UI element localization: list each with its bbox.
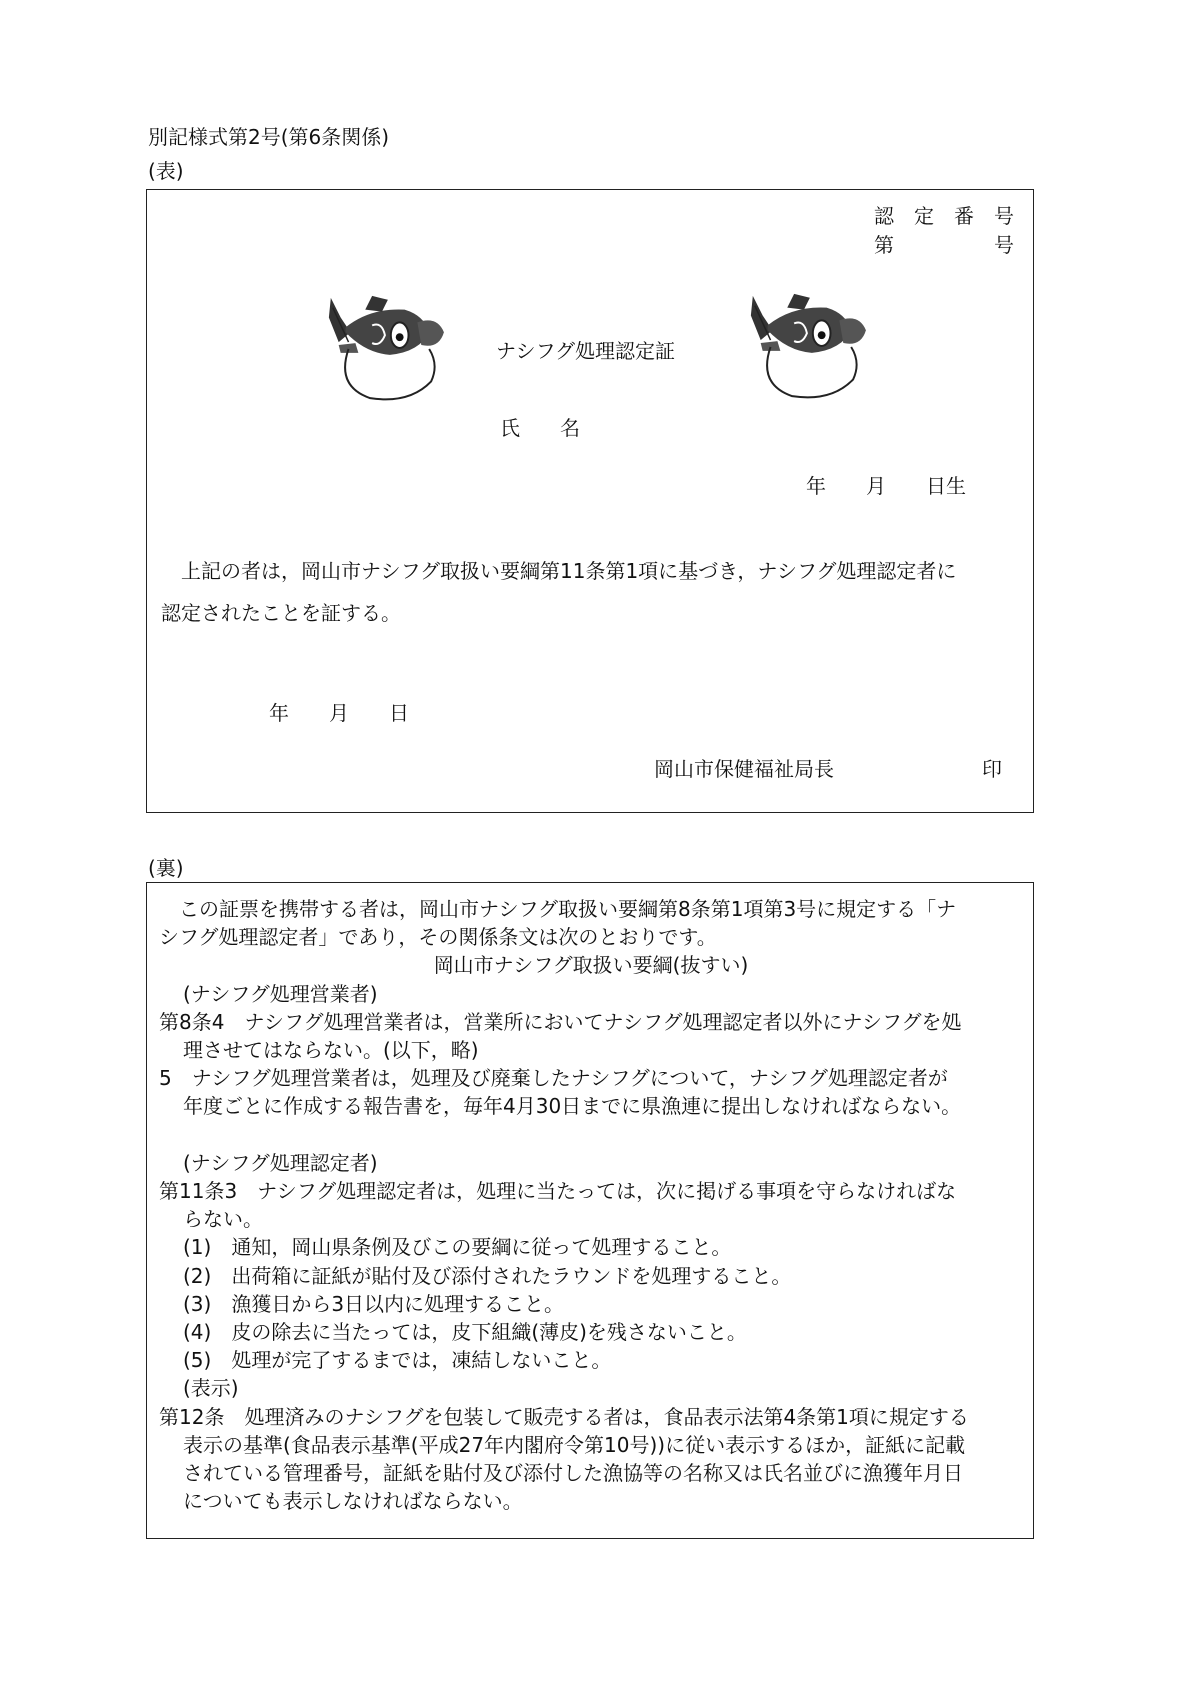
certificate-front	[146, 189, 1034, 813]
certificate-back	[146, 882, 1034, 1539]
list-item: (2) 出荷箱に証紙が貼付及び添付されたラウンドを処理すること。	[183, 1263, 792, 1288]
list-item: (3) 漁獲日から3日以内に処理すること。	[183, 1291, 565, 1316]
seal-mark: 印	[982, 757, 1002, 781]
cert-number-value: 第 号	[874, 233, 1014, 257]
statement-line-2: 認定されたことを証する。	[161, 601, 401, 625]
form-label: 別記様式第2号(第6条関係)	[148, 125, 390, 149]
text-line: 5 ナシフグ処理営業者は，処理及び廃棄したナシフグについて，ナシフグ処理認定者が	[159, 1066, 948, 1091]
section-heading: (表示)	[183, 1376, 239, 1401]
cert-number-label: 認 定 番 号	[874, 204, 1014, 228]
name-label: 氏 名	[500, 416, 580, 440]
section-heading: (ナシフグ処理営業者)	[183, 981, 378, 1006]
issue-date: 年 月 日	[269, 701, 409, 725]
pufferfish-left-icon	[311, 288, 449, 406]
text-line: 理させてはならない。(以下，略)	[183, 1038, 479, 1063]
certificate-title: ナシフグ処理認定証	[496, 339, 675, 363]
text-line: 第8条4 ナシフグ処理営業者は，営業所においてナシフグ処理認定者以外にナシフグを処	[159, 1009, 962, 1034]
text-line: シフグ処理認定者」であり，その関係条文は次のとおりです。	[159, 925, 717, 950]
section-heading: (ナシフグ処理認定者)	[183, 1150, 378, 1175]
regulation-excerpt	[159, 895, 1023, 1515]
statement-line-1	[161, 561, 956, 581]
list-item: (4) 皮の除去に当たっては，皮下組織(薄皮)を残さないこと。	[183, 1320, 747, 1345]
text-line: この証票を携帯する者は，岡山市ナシフグ取扱い要綱第8条第1項第3号に規定する「ナ	[159, 897, 957, 921]
blank-line	[159, 1121, 1023, 1149]
pufferfish-right-icon	[733, 286, 871, 404]
text-line: 第11条3 ナシフグ処理認定者は，処理に当たっては，次に掲げる事項を守らなければな	[159, 1179, 957, 1204]
text-line: 表示の基準(食品表示基準(平成27年内閣府令第10号))に従い表示するほか，証紙に記載	[183, 1432, 966, 1457]
birth-date: 年 月 日生	[806, 474, 966, 498]
back-label: (裏)	[148, 856, 184, 880]
text-line: 第12条 処理済みのナシフグを包装して販売する者は，食品表示法第4条第1項に規定する	[159, 1404, 969, 1429]
issuer: 岡山市保健福祉局長	[654, 757, 834, 781]
statement-text: 上記の者は，岡山市ナシフグ取扱い要綱第11条第1項に基づき，ナシフグ処理認定者に	[181, 559, 957, 583]
list-item: (5) 処理が完了するまでは，凍結しないこと。	[183, 1348, 612, 1373]
text-line: らない。	[183, 1207, 263, 1232]
list-item: (1) 通知，岡山県条例及びこの要綱に従って処理すること。	[183, 1235, 732, 1260]
text-line: されている管理番号，証紙を貼付及び添付した漁協等の名称又は氏名並びに漁獲年月日	[183, 1461, 963, 1486]
text-line: 年度ごとに作成する報告書を，毎年4月30日までに県漁連に提出しなければならない。	[183, 1094, 962, 1119]
text-line: についても表示しなければならない。	[183, 1489, 523, 1514]
excerpt-title: 岡山市ナシフグ取扱い要綱(抜すい)	[433, 953, 749, 978]
front-label: (表)	[148, 159, 184, 183]
